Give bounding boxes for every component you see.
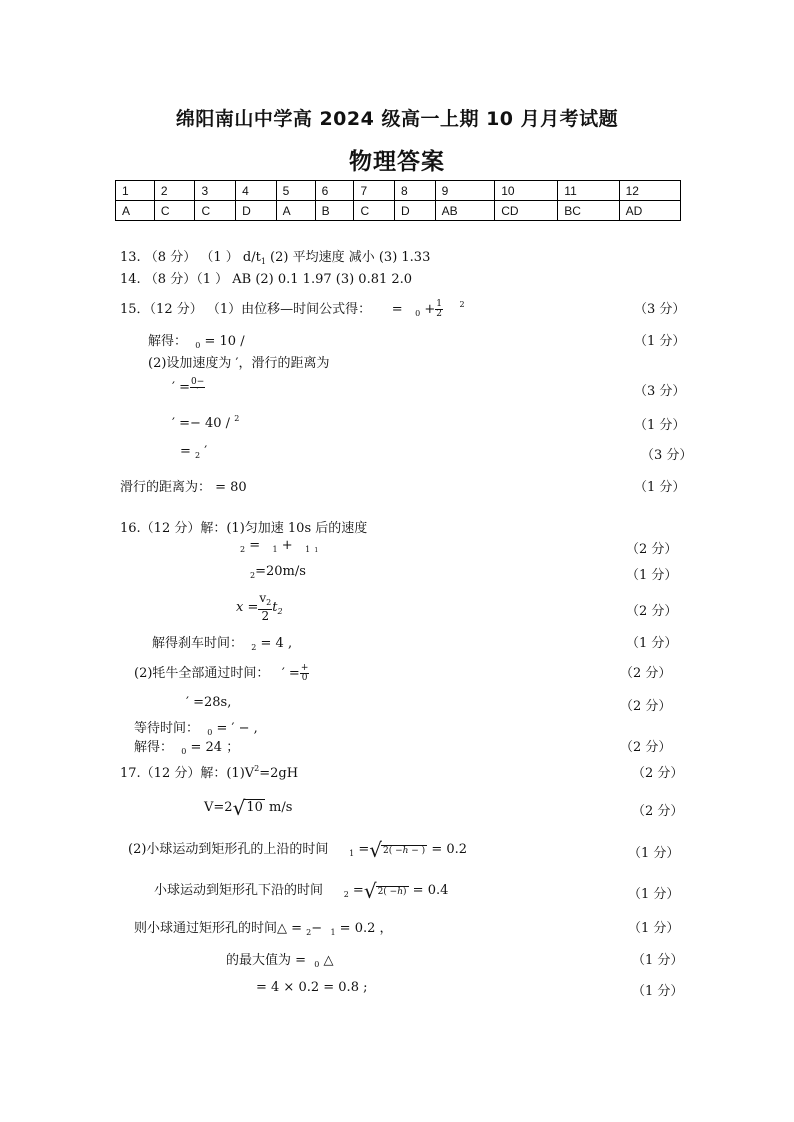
- q15-line-2: [148, 330, 245, 350]
- q15-l4-fraction-den: ′: [196, 387, 199, 397]
- q15-line-1: [120, 298, 465, 319]
- q17-l4-score: （1 分）: [628, 887, 680, 902]
- sqrt-icon: √: [369, 838, 382, 862]
- q16-l6-prime: ′: [281, 666, 285, 681]
- sqrt-icon: √: [232, 796, 246, 820]
- q17-l2-unit: m/s: [264, 800, 293, 815]
- q17-l1-rest: =2gH: [259, 766, 299, 781]
- answer-table-number-cell: 6: [315, 181, 354, 201]
- q16-l5-sub: 2: [251, 643, 257, 652]
- page-title: 绵阳南山中学高 2024 级高一上期 10 月月考试题: [175, 108, 619, 130]
- q17-l6-prefix: 的最大值为 =: [226, 953, 307, 968]
- q16-l9-sub: 0: [181, 747, 187, 756]
- q16-l4-fraction: [258, 592, 272, 623]
- q15-l1-sup: 2: [459, 300, 465, 309]
- q17-l2-root: 10: [246, 800, 263, 815]
- answer-table-number-cell: 1: [116, 181, 155, 201]
- q15-line-6: [180, 444, 207, 460]
- q15-l5-text: ′ =− 40 /: [172, 416, 231, 431]
- q15-line-3: (2)设加速度为 ′，滑行的距离为: [148, 356, 330, 371]
- q16-l2-sub1: 1: [272, 545, 278, 554]
- q15-l6-eq: =: [180, 444, 191, 459]
- q17-l5-minus: −: [311, 921, 323, 936]
- q17-l3-root: 2( −ℎ − ): [382, 846, 426, 856]
- q17-l5-sub1: 1: [330, 928, 336, 937]
- q16-l5-score: （1 分）: [626, 636, 678, 651]
- answer-table-number-cell: 9: [435, 181, 495, 201]
- q15-l1-fraction-den: 2: [436, 309, 442, 319]
- q15-l4-score: （3 分）: [634, 384, 686, 399]
- q15-l5-score: （1 分）: [634, 418, 686, 433]
- q16-l6-fraction-den: 0: [301, 673, 308, 683]
- q17-l6-delta: △: [323, 953, 334, 968]
- q17-l4-val: = 0.4: [412, 883, 449, 898]
- q16-l4-fraction-num-sub: 2: [266, 598, 272, 607]
- q17-l2-score: （2 分）: [632, 804, 684, 819]
- q17-l1-prefix: 17.（12 分）解：(1)V: [120, 766, 255, 781]
- q17-l3-score: （1 分）: [628, 846, 680, 861]
- q17-line-4: [154, 879, 448, 903]
- q15-l2-prefix: 解得：: [148, 334, 188, 349]
- q16-line-6: [134, 662, 309, 683]
- q15-l4-fraction-num: 0−: [191, 377, 205, 387]
- q16-l9-prefix: 解得：: [134, 740, 174, 755]
- answer-table-answer-cell: A: [116, 201, 155, 221]
- q16-line-3: [250, 564, 306, 580]
- q17-l3-val: = 0.2: [431, 842, 468, 857]
- answer-table-number-cell: 8: [395, 181, 436, 201]
- answer-table-number-cell: 2: [154, 181, 195, 201]
- answer-table-answer-cell: B: [315, 201, 354, 221]
- q15-line-5: [172, 414, 239, 431]
- q16-l3-score: （1 分）: [626, 568, 678, 583]
- q16-l8-eq: = ′ − ,: [216, 721, 258, 736]
- q13-line: [120, 246, 430, 266]
- q15-l5-sup: 2: [234, 414, 240, 423]
- q15-l6-prime: ′: [204, 444, 208, 459]
- q16-l2-sub1b: 1: [305, 545, 311, 554]
- q16-l2-sub2: 2: [240, 545, 246, 554]
- q16-l5-eq: = 4 ,: [260, 636, 293, 651]
- q16-line-5: [152, 632, 292, 652]
- q17-l5-prefix: 则小球通过矩形孔的时间△ =: [134, 921, 303, 936]
- answer-table-number-cell: 3: [195, 181, 236, 201]
- q16-line-2: [240, 538, 318, 554]
- q16-l9-eq: = 24 ；: [190, 740, 240, 755]
- q17-l6-score: （1 分）: [632, 953, 684, 968]
- q16-l4-score: （2 分）: [626, 604, 678, 619]
- q16-l6-fraction-num: +: [300, 663, 309, 673]
- q16-l2-plus: +: [281, 538, 293, 553]
- q17-l1-sup: 2: [254, 764, 260, 773]
- q16-line-4: [236, 592, 283, 623]
- q17-line-7: = 4 × 0.2 = 0.8 ;: [256, 980, 368, 995]
- q16-l6-eq: =: [288, 666, 300, 681]
- q17-l4-sub: 2: [343, 890, 349, 899]
- answer-table-answer-cell: AD: [619, 201, 680, 221]
- answer-table-number-cell: 12: [619, 181, 680, 201]
- answer-table-answer-cell: C: [154, 201, 195, 221]
- q16-l8-sub: 0: [207, 728, 213, 737]
- answer-table-answer-cell: CD: [495, 201, 558, 221]
- page-subtitle: 物理答案: [349, 149, 445, 175]
- q15-l1-sub0: 0: [415, 309, 421, 318]
- q15-l7-score: （1 分）: [634, 480, 686, 495]
- q17-l4-root: 2( −ℎ): [377, 887, 407, 897]
- answer-table-answer-cell: A: [276, 201, 315, 221]
- q15-l6-sub: 2: [195, 451, 201, 460]
- q15-l1-fraction: [435, 300, 443, 319]
- q17-line-2: [204, 796, 292, 820]
- q16-l4-fraction-den: 2: [261, 609, 270, 623]
- q15-l2-score: （1 分）: [634, 334, 686, 349]
- q16-l6-score: （2 分）: [620, 666, 672, 681]
- q16-l4-x: x =: [236, 600, 259, 615]
- answer-table-number-cell: 5: [276, 181, 315, 201]
- q16-l9-score: （2 分）: [620, 740, 672, 755]
- q16-line-7: ′ =28s,: [186, 695, 232, 710]
- q17-l6-sub: 0: [314, 960, 320, 969]
- q13-text: 13. （8 分） （1 ） d/t: [120, 250, 261, 265]
- q15-l4-eq: =: [179, 380, 190, 395]
- q15-l4-prime: ′: [172, 380, 175, 395]
- q16-l4-t: t: [272, 600, 278, 615]
- q17-l4-prefix: 小球运动到矩形孔下沿的时间: [154, 883, 324, 898]
- q16-l6-fraction: [300, 664, 310, 683]
- answer-table-number-cell: 4: [236, 181, 277, 201]
- q15-line-4: [172, 378, 205, 397]
- q17-l4-eq: =: [352, 883, 364, 898]
- q13-rest: (2) 平均速度 减小 (3) 1.33: [265, 250, 431, 265]
- q13-sub: 1: [260, 257, 266, 266]
- q16-l3-sub: 2: [250, 571, 256, 580]
- sqrt-icon: √: [363, 879, 377, 903]
- q16-line-9: [134, 736, 239, 756]
- answer-table-answer-cell: D: [395, 201, 436, 221]
- q17-l1-score: （2 分）: [632, 766, 684, 781]
- answer-table-answer-cell: D: [236, 201, 277, 221]
- answer-table-answer-cell: AB: [435, 201, 495, 221]
- q15-l1-plus: +: [424, 302, 436, 317]
- answer-table-number-row: [116, 181, 681, 201]
- q17-l2-prefix: V=2: [204, 800, 233, 815]
- answer-table-number-cell: 10: [495, 181, 558, 201]
- q15-l4-fraction: [190, 378, 205, 397]
- q17-l3-sub: 1: [349, 849, 355, 858]
- q17-line-3: [128, 838, 467, 862]
- q15-line-7: 滑行的距离为： = 80: [120, 480, 247, 495]
- q16-l7-score: （2 分）: [620, 699, 672, 714]
- q17-l3-prefix: (2)小球运动到矩形孔的上沿的时间: [128, 842, 329, 857]
- q16-l2-eq: =: [249, 538, 261, 553]
- q16-l4-t-sub: 2: [277, 607, 283, 616]
- q16-l4-fraction-num: v: [259, 591, 267, 605]
- q16-line-1: 16.（12 分）解：(1)匀加速 10s 后的速度: [120, 521, 368, 536]
- q16-l5-prefix: 解得刹车时间：: [152, 636, 244, 651]
- q15-l1-prefix: 15．（12 分） （1）由位移—时间公式得：: [120, 302, 372, 317]
- answer-table-number-cell: 7: [354, 181, 395, 201]
- q15-l1-score: （3 分）: [634, 302, 686, 317]
- answer-table-answer-cell: BC: [558, 201, 619, 221]
- q17-line-5: [134, 917, 393, 937]
- q16-l2-score: （2 分）: [626, 542, 678, 557]
- q16-l8-prefix: 等待时间：: [134, 721, 200, 736]
- answer-table-answer-row: [116, 201, 681, 221]
- q16-l2-subt: 1: [314, 547, 319, 554]
- answer-table-answer-cell: C: [195, 201, 236, 221]
- q17-l5-sub2: 2: [306, 928, 312, 937]
- q17-l7-score: （1 分）: [632, 984, 684, 999]
- q17-l5-score: （1 分）: [628, 921, 680, 936]
- q15-l1-eq: =: [391, 302, 403, 317]
- answer-table-answer-cell: C: [354, 201, 395, 221]
- q14-line: 14. （8 分）（1 ） AB (2) 0.1 1.97 (3) 0.81 2.0: [120, 272, 413, 287]
- q17-line-1: [120, 762, 298, 781]
- q15-l2-eq: = 10 /: [204, 334, 245, 349]
- q17-line-6: [226, 949, 334, 969]
- q15-l6-score: （3 分）: [641, 448, 693, 463]
- q16-line-8: [134, 717, 258, 737]
- q17-l3-eq: =: [358, 842, 370, 857]
- q16-l6-prefix: (2)牦牛全部通过时间：: [134, 666, 270, 681]
- answer-table-number-cell: 11: [558, 181, 619, 201]
- q16-l3-text: =20m/s: [255, 564, 306, 579]
- answer-table: [115, 180, 681, 221]
- q15-l1-fraction-num: 1: [436, 299, 442, 309]
- q15-l2-sub: 0: [195, 341, 201, 350]
- q17-l5-val: = 0.2 ，: [339, 921, 393, 936]
